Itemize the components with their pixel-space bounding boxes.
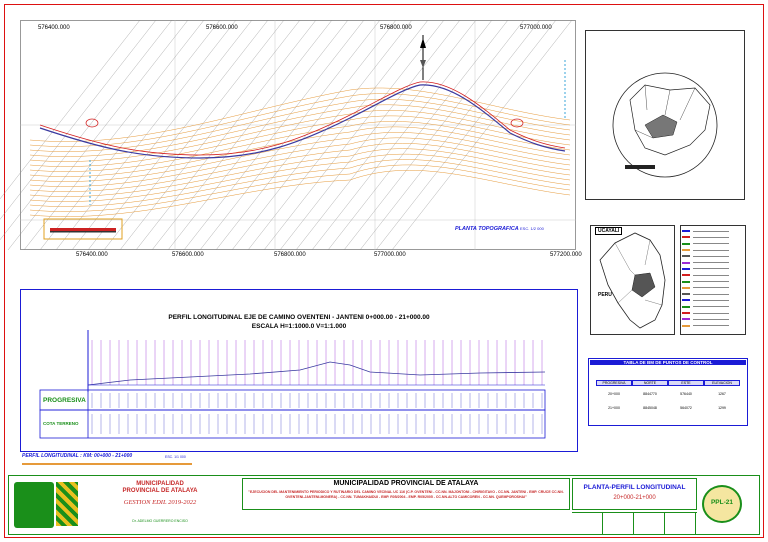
legend-text-line (693, 256, 729, 257)
drawing-sheet: PLANTA TOPOGRAFICA ESC. 1/2 000 576400.000 576600.000 576800.000 577000.000 576400.000 576600.000 576800.000 577000.000 577200.000 UCAYALI PERU TABLA DE BM DE PUNTOS DE CONTROL PROGRESIVA NORTE ESTE ELEVACION 20+000 8844770 576440 1267 21+000 8845048 564072 1299 PERFIL LONGITUDINAL EJE DE CAMINO OVENTENI - JANTENI 0+000.00 - 21+000.00 ESCALA H=1:1000.0 V=1:1.000 PROGRESIVA COTA TERRENO PERFIL LONGITUDINAL : KM: 00+000 - 21+000 ESC. 1/1 000 MUNICIPALIDAD PROVINCIAL DE ATALAYA GESTION EDIL 2019-2022 Dr. ADELMO GUERRERO ENCISO MUNICIPALIDAD PROVINCIAL DE ATALAYA "EJECUCION DEL MANTENIMIENTO PERIODICO Y RUTINARIO DEL CAMINO VECINAL UC 116 (C.P. OVENTENI - CC.NN. MAJONTONI - CHIRIGITAVO - CC.NN. JANTENI - EMP. CRUCE CC.NN. OVENTENI-JANTENI-MONERA) - CC.NN. TUMAKHAIDUI - EMP. R05/2004 - EMP. R05/2005 - CC.NN.ALTO CAMICOREN - CC.NN. QUEMPOROSHAI" PLANTA-PERFIL LONGITUDINAL 20+000-21+000 PPL-21 (0, 0, 768, 542)
entity-small-2: PROVINCIAL DE ATALAYA (122, 488, 198, 494)
legend-text-line (693, 268, 729, 269)
main-entity: MUNICIPALIDAD PROVINCIAL DE ATALAYA (333, 480, 479, 487)
legend-text-line (693, 250, 729, 251)
legend-text-line (693, 231, 729, 232)
profile-chart (40, 330, 550, 445)
legend-text-line (693, 275, 729, 276)
legend-swatch (682, 299, 690, 301)
alcalde: Dr. ADELMO GUERRERO ENCISO (132, 519, 188, 523)
bench-header: PROGRESIVA (596, 380, 632, 386)
logo-left (14, 482, 54, 528)
table-row: 21+000 8845048 564072 1299 (608, 406, 726, 410)
legend-swatch (682, 249, 690, 251)
north-arrow-icon (420, 35, 426, 80)
profile-scale: ESCALA H=1:1000.0 V=1:1.000 (251, 323, 347, 330)
legend-swatch (682, 318, 690, 320)
bench-header: ELEVACION (704, 380, 740, 386)
legend-swatch (682, 268, 690, 270)
profile-footer-scale: ESC. 1/1 000 (165, 455, 186, 459)
legend-text-line (693, 243, 729, 244)
sheet-range: 20+000-21+000 (613, 495, 656, 501)
legend-text-line (693, 281, 729, 282)
legend-swatch (682, 325, 690, 327)
gestion: GESTION EDIL 2019-2022 (123, 499, 197, 506)
legend-swatch (682, 287, 690, 289)
peru-label: PERU (598, 292, 612, 298)
legend-swatch (682, 255, 690, 257)
legend-item (682, 322, 744, 328)
legend-text-line (693, 262, 729, 263)
bench-header: NORTE (632, 380, 668, 386)
legend-swatch (682, 281, 690, 283)
row-progresiva: PROGRESIVA (43, 397, 86, 404)
legend-swatch (682, 274, 690, 276)
legend-swatch (682, 243, 690, 245)
legend-text-line (693, 313, 729, 314)
legend-text-line (693, 306, 729, 307)
profile-footer-label: PERFIL LONGITUDINAL : KM: 00+000 - 21+000 (22, 453, 133, 459)
sign-strip (572, 512, 697, 535)
legend-list (682, 228, 744, 329)
legend-text-line (693, 300, 729, 301)
legend-text-line (693, 325, 729, 326)
district-map (585, 30, 745, 200)
peru-map (590, 225, 675, 335)
map-tag: UCAYALI (595, 227, 622, 235)
plan-title: PLANTA TOPOGRAFICA (455, 226, 519, 232)
plan-view (20, 20, 576, 250)
legend-swatch (682, 236, 690, 238)
legend-swatch (682, 262, 690, 264)
legend-text-line (693, 237, 729, 238)
sheet-title: PLANTA-PERFIL LONGITUDINAL (583, 484, 686, 491)
legend-text-line (693, 294, 729, 295)
profile-title: PERFIL LONGITUDINAL EJE DE CAMINO OVENTENI - JANTENI 0+000.00 - 21+000.00 (168, 314, 430, 321)
logo-checker (56, 482, 78, 526)
bench-header: ESTE (668, 380, 704, 386)
bench-table (596, 380, 740, 410)
row-cota: COTA TERRENO (43, 421, 79, 426)
profile-footer-underline (22, 463, 192, 465)
sheet-code: PPL-21 (710, 499, 734, 506)
legend-text-line (693, 319, 729, 320)
plan-scale: ESC. 1/2 000 (520, 226, 544, 231)
legend-swatch (682, 306, 690, 308)
sheet-title-frame (572, 478, 697, 510)
road-axis (40, 82, 565, 155)
legend-swatch (682, 293, 690, 295)
legend-text-line (693, 287, 729, 288)
bench-table-title: TABLA DE BM DE PUNTOS DE CONTROL (590, 360, 746, 365)
project-description: "EJECUCION DEL MANTENIMIENTO PERIODICO Y RUTINARIO DEL CAMINO VECINAL UC 116 (C.P. OVENTENI - CC.NN. MAJONTONI - CHIRIGITAVO - CC.NN. JANTENI - EMP. CRUCE CC.NN. OVENTENI-JANTENI-MONERA) - CC.NN. TUMAKHAIDUI - EMP. R05/2004 - EMP. R05/2005 - CC.NN.ALTO CAMICOREN - CC.NN. QUEMPOROSHAI" (248, 490, 564, 499)
table-row: 20+000 8844770 576440 1267 (608, 392, 726, 396)
legend-swatch (682, 230, 690, 232)
entity-small-1: MUNICIPALIDAD (136, 481, 184, 487)
legend-swatch (682, 312, 690, 314)
